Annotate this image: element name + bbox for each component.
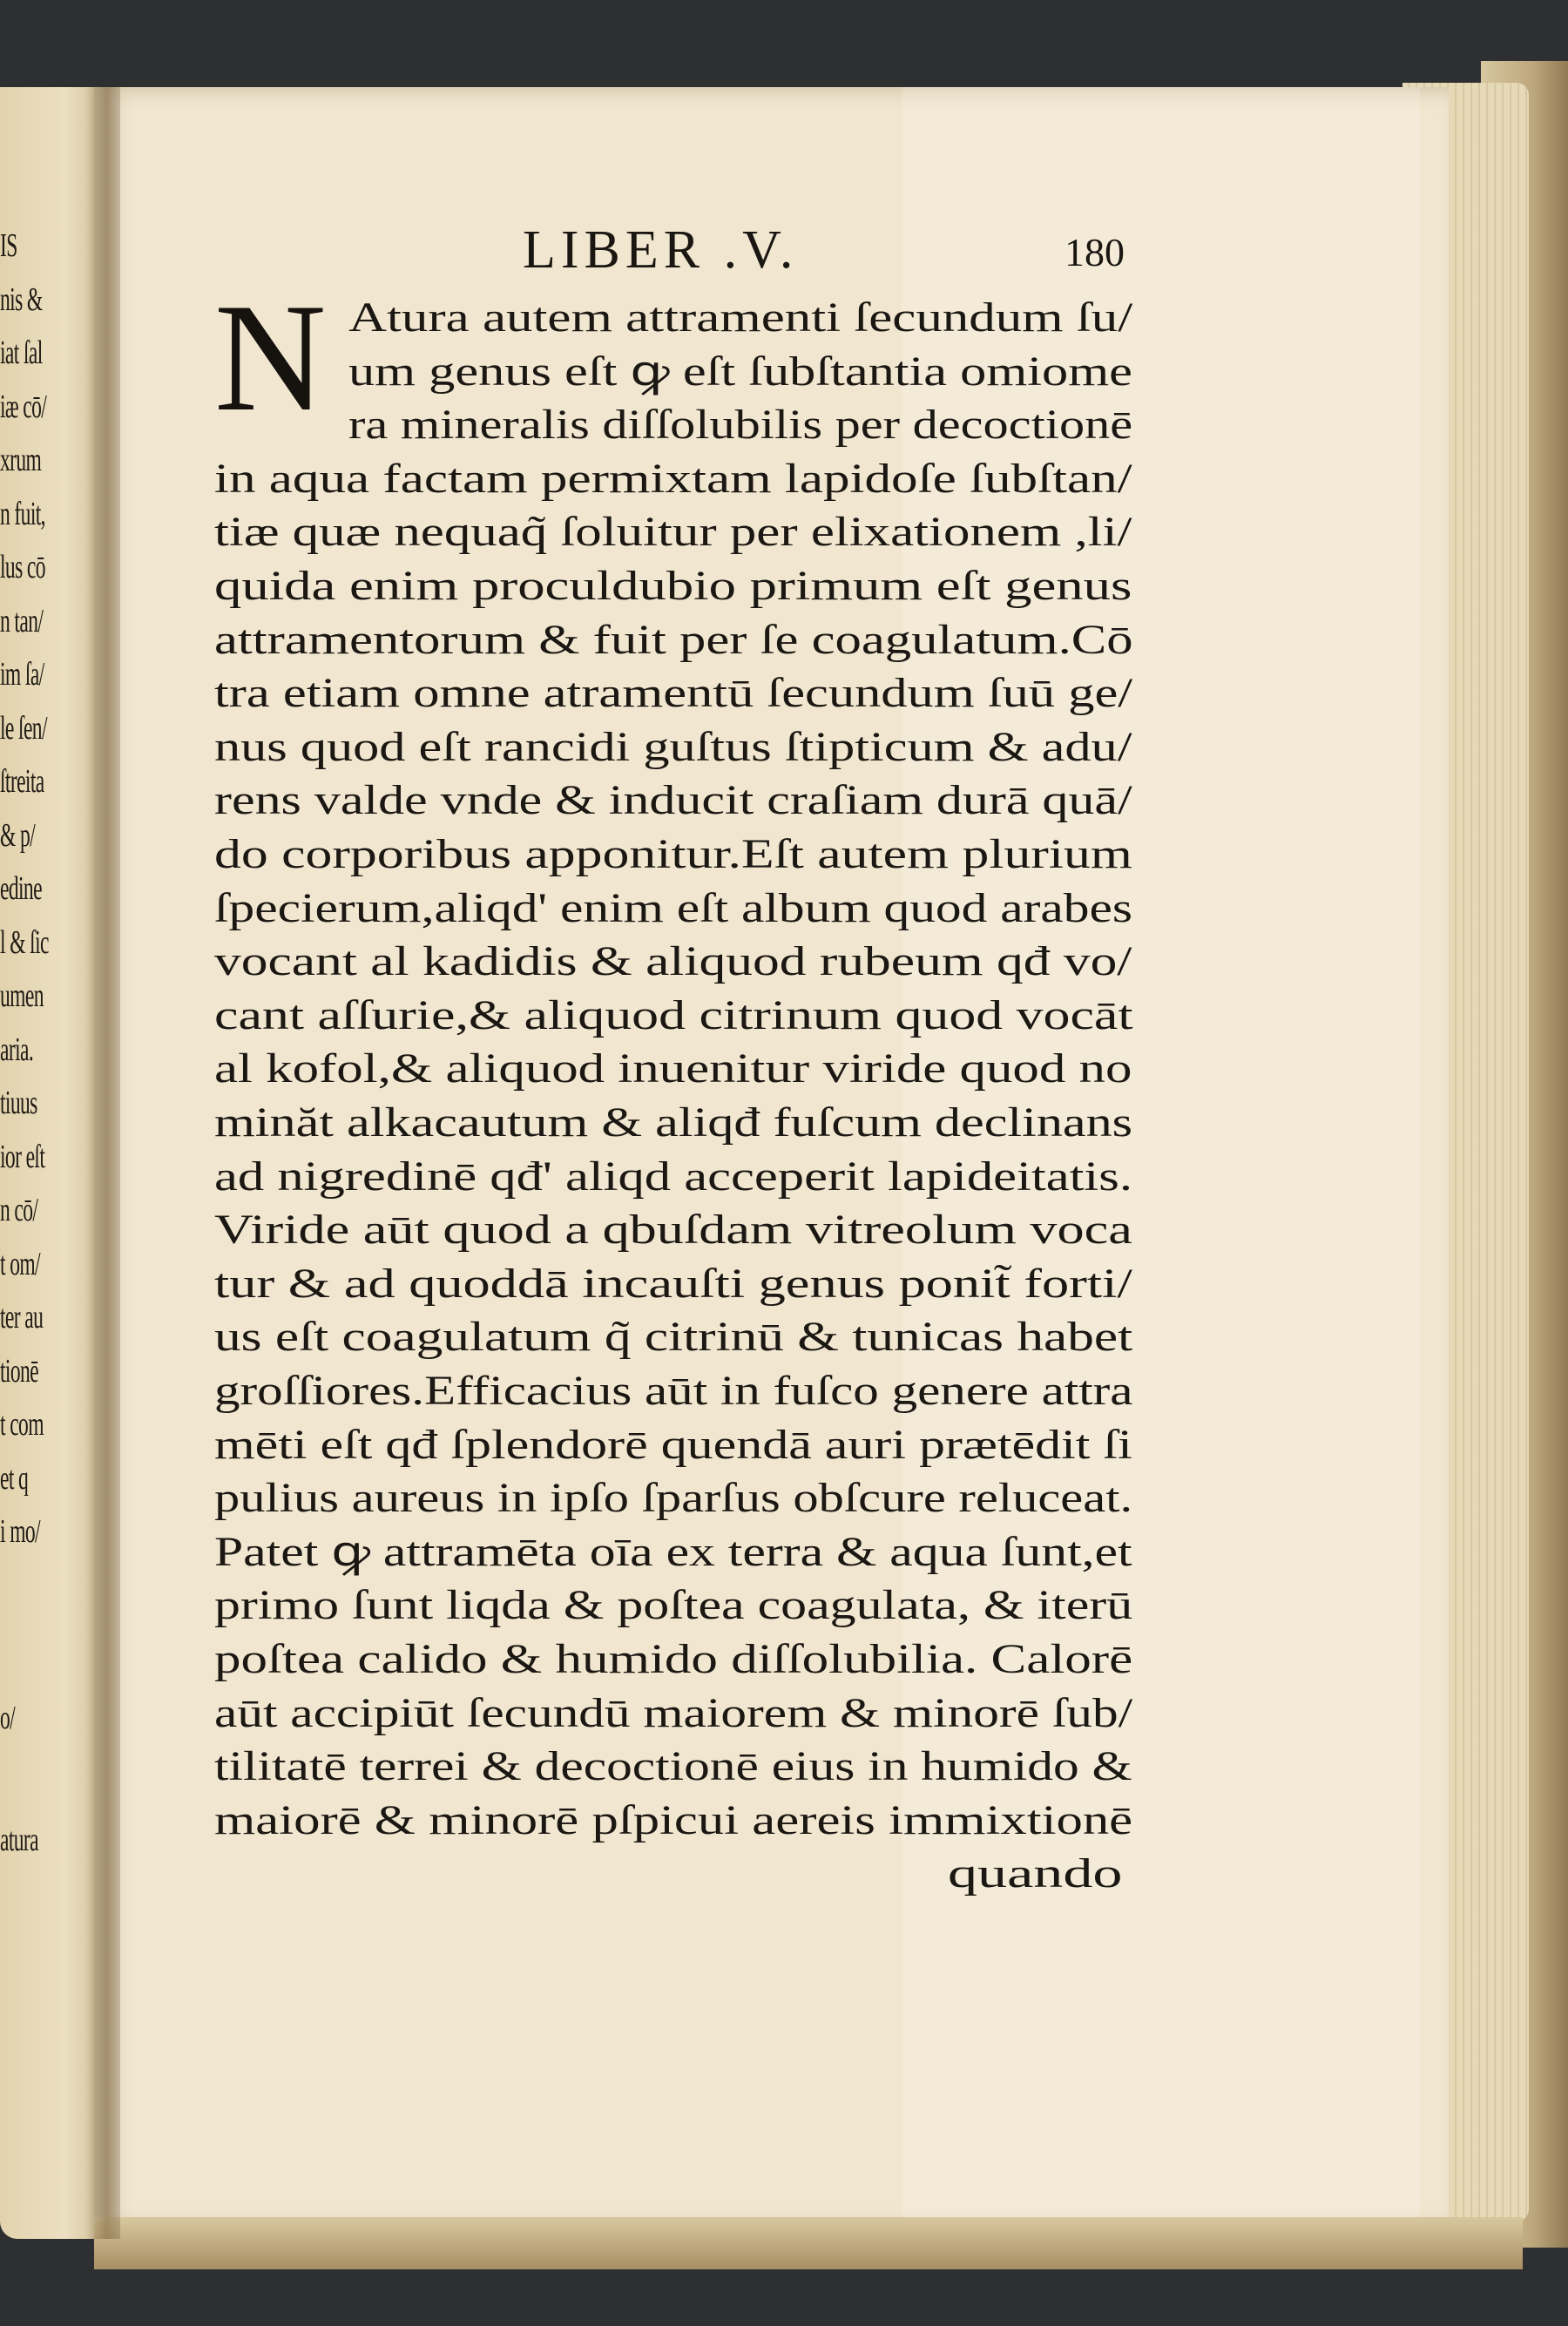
- left-page-fragment: l & ſic: [0, 923, 49, 961]
- text-line: al kofol,& aliquod inuenitur viride quod no: [214, 1045, 1132, 1092]
- left-page-fragment: n tan/: [0, 602, 44, 639]
- left-page-fragment: ter au: [0, 1299, 44, 1335]
- left-page-fragment: et q: [0, 1459, 29, 1497]
- text-line: ſpecierum,aliqd' enim eſt album quod arabes: [214, 884, 1133, 931]
- left-page-fragment: IS: [0, 227, 17, 264]
- left-page-fragment: i mo/: [0, 1513, 40, 1550]
- text-line: tilitatē terrei & decoctionē eius in humido &: [214, 1743, 1132, 1790]
- text-line: ad nigredinē qđ' aliqd acceperit lapideitatis.: [214, 1153, 1132, 1200]
- text-line: primo ſunt liqda & poſtea coagulata, & iterū: [214, 1582, 1133, 1629]
- left-page-fragment: ſtreita: [0, 763, 44, 800]
- text-line: vocant al kadidis & aliquod rubeum qđ vo/: [214, 938, 1132, 985]
- left-page-fragment: tionē: [0, 1352, 39, 1390]
- left-page-fragment: iæ cō/: [0, 388, 47, 425]
- text-line: Atura autem attramenti ſecundum ſu/: [348, 294, 1133, 341]
- running-head-title: LIBER .V.: [523, 220, 799, 280]
- left-page-fragment: aria.: [0, 1031, 34, 1068]
- text-line: poſtea calido & humido diſſolubilia. Calorē: [214, 1636, 1133, 1682]
- text-line: maiorē & minorē pſpicui aereis immixtionē: [214, 1796, 1133, 1843]
- text-line: minăt alkacautum & aliqđ fuſcum declinans: [214, 1099, 1133, 1146]
- left-page-fragment: nis &: [0, 281, 43, 318]
- folio-number: 180: [1064, 230, 1125, 274]
- text-line: ra mineralis diſſolubilis per decoctionē: [348, 402, 1133, 449]
- drop-initial: N: [214, 271, 327, 443]
- text-line: aūt accipiūt ſecundū maiorem & minorē ſub/: [214, 1689, 1133, 1736]
- text-line: us eſt coagulatum q̃ citrinū & tunicas habet: [214, 1314, 1133, 1361]
- left-page-fragment: edine: [0, 870, 42, 907]
- left-page-fragment: n cō/: [0, 1192, 38, 1228]
- left-page-fragment: atura: [0, 1822, 38, 1858]
- text-line: tra etiam omne atramentū ſecundum ſuū ge/: [214, 670, 1133, 717]
- left-page-fragment: t om/: [0, 1245, 40, 1282]
- left-page-fragment: xrum: [0, 442, 42, 478]
- left-page-fragment: iat ſal: [0, 335, 43, 371]
- text-line: do corporibus apponitur.Eſt autem plurium: [214, 831, 1132, 877]
- text-line: pulius aureus in ipſo ſparſus obſcure reluceat.: [214, 1475, 1133, 1522]
- left-page-fragment: & p/: [0, 816, 36, 854]
- text-line: groſſiores.Efficacius aūt in fuſco genere attra: [214, 1368, 1133, 1414]
- left-page-fragment: tiuus: [0, 1085, 37, 1121]
- text-line: Patet ꝙ attramēta oīa ex terra & aqua ſunt,et: [214, 1528, 1132, 1575]
- text-line: um genus eſt ꝙ eſt ſubſtantia omiome: [348, 348, 1132, 395]
- text-line: in aqua factam permixtam lapidoſe ſubſtan/: [214, 455, 1132, 502]
- left-page-fragment: ior eſt: [0, 1138, 45, 1175]
- text-line: quida enim proculdubio primum eſt genus: [214, 563, 1132, 609]
- text-line: tur & ad quoddā incauſti genus ponit̃ forti/: [214, 1260, 1132, 1307]
- text-line: attramentorum & fuit per ſe coagulatum.Cō: [214, 616, 1133, 663]
- text-line: rens valde vnde & inducit craſiam durā quā/: [214, 777, 1132, 824]
- left-page-fragment: n fuit,: [0, 495, 45, 532]
- left-page-fragment: umen: [0, 977, 44, 1014]
- text-line: cant aſſurie,& aliquod citrinum quod vocāt: [214, 991, 1133, 1038]
- left-page-fragment: le ſen/: [0, 709, 47, 747]
- left-page-fragment: lus cō: [0, 549, 45, 585]
- text-line: tiæ quæ nequaq̃ ſoluitur per elixationem ,li/: [214, 509, 1132, 556]
- text-line: mēti eſt qđ ſplendorē quendā auri prætēdit ſi: [214, 1421, 1132, 1468]
- left-page-fragment: im ſa/: [0, 656, 44, 693]
- text-line: nus quod eſt rancidi guſtus ſtipticum & adu/: [214, 723, 1132, 770]
- text-line: quando: [948, 1850, 1123, 1897]
- left-page-fragment: t com: [0, 1406, 44, 1443]
- text-line: Viride aūt quod a qbuſdam vitreolum voca: [214, 1207, 1132, 1254]
- left-page-fragment: o/: [0, 1700, 16, 1736]
